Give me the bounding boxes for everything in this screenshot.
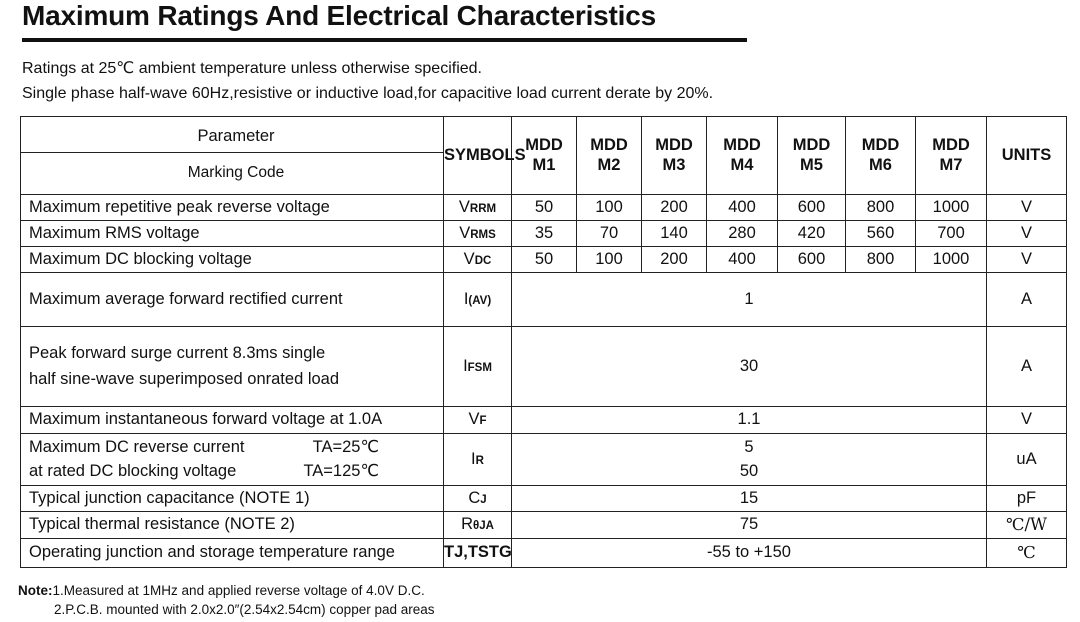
ir-line-2 <box>29 460 379 483</box>
units-header: UNITS <box>987 117 1067 195</box>
param-cell: Maximum repetitive peak reverse voltage <box>21 195 444 221</box>
model-header-m3 <box>642 117 707 195</box>
param-cell: Typical junction capacitance (NOTE 1) <box>21 486 444 512</box>
unit-cell: ℃ <box>987 539 1067 568</box>
value-cell: 30 <box>512 327 987 407</box>
unit-cell: V <box>987 247 1067 273</box>
table-row-ir <box>21 434 1067 486</box>
value-cell: 420 <box>778 221 846 247</box>
value-cell: 100 <box>577 247 642 273</box>
value-cell: 560 <box>846 221 916 247</box>
note-2: 2.P.C.B. mounted with 2.0x2.0″(2.54x2.54cm) copper pad areas <box>54 602 435 617</box>
model-line1: MDD <box>590 135 628 154</box>
model-line1: MDD <box>525 135 563 154</box>
value-cell: 140 <box>642 221 707 247</box>
model-line2: M7 <box>939 155 963 174</box>
model-header-m4 <box>707 117 778 195</box>
symbols-header: SYMBOLS <box>444 117 512 195</box>
value-line1: 5 <box>744 438 754 457</box>
value-cell: 15 <box>512 486 987 512</box>
unit-cell: V <box>987 221 1067 247</box>
marking-code-header: Marking Code <box>187 164 285 181</box>
param-cell: Typical thermal resistance (NOTE 2) <box>21 512 444 539</box>
symbol-cell <box>444 195 512 221</box>
symbol-cell <box>444 486 512 512</box>
title-underline <box>22 38 747 42</box>
table-row-ifsm <box>21 327 1067 407</box>
value-cell: 70 <box>577 221 642 247</box>
symbol-cell: TJ,TSTG <box>444 539 512 568</box>
table-row-rth <box>21 512 1067 539</box>
note-1-text: 1.Measured at 1MHz and applied reverse voltage of 4.0V D.C. <box>52 583 425 598</box>
symbol-cell <box>444 273 512 327</box>
value-cell <box>512 434 987 486</box>
symbol-sub: F <box>479 415 487 428</box>
unit-cell: V <box>987 195 1067 221</box>
param-cell: Maximum RMS voltage <box>21 221 444 247</box>
model-line2: M5 <box>800 155 823 174</box>
value-cell: 200 <box>642 247 707 273</box>
symbol-sub: R <box>475 454 484 467</box>
table-row-vrms <box>21 221 1067 247</box>
model-line1: MDD <box>723 135 761 154</box>
symbol-main: V <box>458 197 470 216</box>
parameter-header: Parameter <box>21 117 443 153</box>
symbol-cell <box>444 407 512 434</box>
symbol-main: V <box>463 249 475 268</box>
ratings-table <box>20 116 1067 568</box>
param-line1: Maximum DC reverse current <box>29 438 245 457</box>
value-cell: 35 <box>512 221 577 247</box>
unit-cell: pF <box>987 486 1067 512</box>
param-line2: half sine-wave superimposed onrated load <box>29 369 340 388</box>
symbol-cell <box>444 327 512 407</box>
symbol-main: I <box>463 289 469 308</box>
model-line1: MDD <box>861 135 900 154</box>
value-cell: 400 <box>707 247 778 273</box>
table-row-iav <box>21 273 1067 327</box>
table-row-vrrm <box>21 195 1067 221</box>
value-cell: 75 <box>512 512 987 539</box>
model-line2: M1 <box>532 155 556 174</box>
note-1 <box>18 583 425 598</box>
value-cell: 1.1 <box>512 407 987 434</box>
condition-line-1: Ratings at 25℃ ambient temperature unless otherwise specified. <box>22 60 482 77</box>
table-row-vdc <box>21 247 1067 273</box>
param-line1: Peak forward surge current 8.3ms single <box>29 343 326 362</box>
value-cell: 600 <box>778 247 846 273</box>
value-cell: 50 <box>512 247 577 273</box>
model-header-m6 <box>846 117 916 195</box>
value-cell: 50 <box>512 195 577 221</box>
condition-line-2: Single phase half-wave 60Hz,resistive or inductive load,for capacitive load current derate by 20%. <box>22 85 714 102</box>
symbol-sub: RRM <box>469 202 497 215</box>
symbol-cell <box>444 434 512 486</box>
param-cell: Maximum average forward rectified current <box>21 273 444 327</box>
symbol-main: V <box>459 223 471 242</box>
unit-cell: A <box>987 273 1067 327</box>
symbol-main: I <box>471 449 476 468</box>
table-row-cj <box>21 486 1067 512</box>
model-header-m5 <box>778 117 846 195</box>
unit-cell: ℃/W <box>987 512 1067 539</box>
condition-ta-125: TA=125℃ <box>303 461 379 480</box>
symbol-sub: J <box>480 493 487 506</box>
model-line1: MDD <box>792 135 831 154</box>
param-cell <box>21 434 444 486</box>
symbol-sub: θJA <box>473 520 494 533</box>
ir-line-1 <box>29 436 379 459</box>
symbol-main: V <box>468 410 480 429</box>
model-header-m7 <box>916 117 987 195</box>
unit-cell: uA <box>987 434 1067 486</box>
symbol-cell <box>444 221 512 247</box>
condition-ta-25: TA=25℃ <box>312 438 379 457</box>
model-line1: MDD <box>655 135 693 154</box>
value-cell: -55 to +150 <box>512 539 987 568</box>
model-line2: M3 <box>662 155 686 174</box>
value-cell: 800 <box>846 247 916 273</box>
value-cell: 1000 <box>916 247 987 273</box>
model-line2: M2 <box>597 155 621 174</box>
value-cell: 280 <box>707 221 778 247</box>
value-cell: 600 <box>778 195 846 221</box>
symbol-cell <box>444 247 512 273</box>
param-cell: Maximum instantaneous forward voltage at 1.0A <box>21 407 444 434</box>
value-line2: 50 <box>739 461 759 480</box>
param-cell: Maximum DC blocking voltage <box>21 247 444 273</box>
value-cell: 1 <box>512 273 987 327</box>
symbol-sub: (AV) <box>468 294 492 307</box>
value-cell: 400 <box>707 195 778 221</box>
page-title: Maximum Ratings And Electrical Characteristics <box>22 0 656 31</box>
model-line1: MDD <box>932 135 970 154</box>
symbol-main: I <box>463 356 468 375</box>
header-row <box>21 117 1067 195</box>
symbol-sub: RMS <box>470 228 496 241</box>
symbol-main: R <box>461 515 473 534</box>
symbol-main: C <box>468 488 481 507</box>
table-row-vf <box>21 407 1067 434</box>
param-cell: Operating junction and storage temperature range <box>21 539 444 568</box>
value-cell: 1000 <box>916 195 987 221</box>
model-line2: M6 <box>869 155 892 174</box>
unit-cell: A <box>987 327 1067 407</box>
param-line2: at rated DC blocking voltage <box>29 461 237 480</box>
value-cell: 700 <box>916 221 987 247</box>
value-cell: 100 <box>577 195 642 221</box>
value-cell: 200 <box>642 195 707 221</box>
symbol-sub: FSM <box>467 361 492 374</box>
table-row-temp <box>21 539 1067 568</box>
note-label: Note: <box>18 583 53 598</box>
symbol-cell <box>444 512 512 539</box>
value-cell: 800 <box>846 195 916 221</box>
param-cell <box>21 327 444 407</box>
unit-cell: V <box>987 407 1067 434</box>
model-line2: M4 <box>730 155 754 174</box>
model-header-m2 <box>577 117 642 195</box>
symbol-sub: DC <box>474 254 492 267</box>
parameter-header-cell <box>21 117 444 195</box>
